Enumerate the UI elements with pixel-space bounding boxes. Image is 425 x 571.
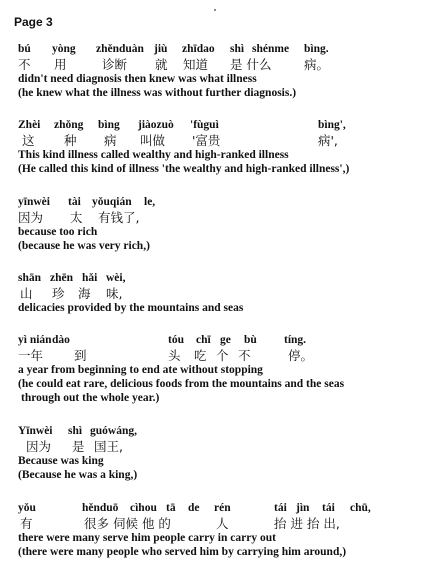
pinyin-word: Zhèi (18, 119, 41, 131)
pinyin-word: zhěnduàn (96, 43, 144, 55)
chinese-word: 诊断 (102, 57, 128, 72)
pinyin-word: yǒu (18, 502, 36, 514)
chinese-line (18, 439, 418, 454)
pinyin-word: cìhou (130, 502, 157, 514)
chinese-word: 是 (72, 439, 85, 454)
sentence-block-4 (18, 271, 418, 315)
chinese-word: 很多 伺候 他 的 (84, 516, 171, 531)
chinese-word: 不 (18, 57, 31, 72)
chinese-word: 人 (216, 516, 229, 531)
pinyin-word: 'fùguì (190, 119, 219, 131)
sentence-block-7 (18, 501, 418, 559)
chinese-word: 头 (168, 348, 181, 363)
english-gloss: This kind illness called wealthy and high-ranked illness (18, 149, 289, 161)
sentence-block-5 (18, 333, 418, 405)
chinese-word: 是 什么 (230, 57, 272, 72)
english-gloss: there were many serve him people carry in carry out (18, 532, 276, 544)
pinyin-line (18, 501, 418, 516)
pinyin-word: shì (230, 43, 245, 55)
translation: (he knew what the illness was without further diagnosis.) (18, 87, 297, 99)
chinese-word: 这 (22, 133, 35, 148)
pinyin-word: hěnduō (82, 502, 119, 514)
english-gloss: didn't need diagnosis then knew was what illness (18, 73, 257, 85)
chinese-word: 种 (64, 133, 77, 148)
pinyin-word: chī (196, 334, 211, 346)
pinyin-line (18, 118, 418, 133)
translation: (he could eat rare, delicious foods from the mountains and the seas (18, 378, 345, 390)
pinyin-word: le, (144, 196, 156, 208)
pinyin-word: ge (220, 334, 231, 346)
chinese-word: 病', (318, 133, 338, 148)
chinese-word: 病 (104, 133, 117, 148)
pinyin-line (18, 333, 418, 348)
english-gloss: delicacies provided by the mountains and seas (18, 302, 244, 314)
pinyin-word: bù (244, 334, 257, 346)
pinyin-word: tā (166, 502, 176, 514)
chinese-word: 有钱了, (98, 210, 140, 225)
pinyin-word: rén (214, 502, 231, 514)
chinese-word: 就 (155, 57, 168, 72)
chinese-word: 有 (20, 516, 33, 531)
english-gloss: Because was king (18, 455, 104, 467)
chinese-word: 停。 (288, 348, 314, 363)
pinyin-word: dào (52, 334, 70, 346)
chinese-word: 吃 (194, 348, 207, 363)
chinese-line (18, 133, 418, 148)
pinyin-word: tóu (168, 334, 184, 346)
pinyin-word: de (188, 502, 200, 514)
translation: (there were many people who served him by carrying him around,) (18, 546, 347, 558)
pinyin-word: guówáng, (90, 425, 137, 437)
sentence-block-2 (18, 118, 418, 176)
chinese-word: 一年 (18, 348, 44, 363)
translation: (He called this kind of illness 'the wealthy and high-ranked illness',) (18, 163, 350, 175)
chinese-word: 珍 (52, 286, 65, 301)
pinyin-word: zhīdao (182, 43, 215, 55)
pinyin-word: jiù (154, 43, 168, 55)
pinyin-word: hǎi (82, 272, 98, 284)
pinyin-word: chū, (350, 502, 371, 514)
pinyin-word: jiàozuò (138, 119, 174, 131)
pinyin-word: yǒuqián (92, 196, 132, 208)
chinese-word: 不 (238, 348, 251, 363)
chinese-word: 用 (54, 57, 67, 72)
pinyin-word: shénme (252, 43, 290, 55)
pinyin-line (18, 42, 418, 57)
chinese-line (18, 286, 418, 301)
pinyin-word: tái (322, 502, 335, 514)
chinese-word: 山 (20, 286, 33, 301)
pinyin-line (18, 195, 418, 210)
pinyin-word: yòng (52, 43, 76, 55)
sentence-block-3 (18, 195, 418, 253)
chinese-word: 因为 (26, 439, 52, 454)
chinese-word: 到 (74, 348, 87, 363)
chinese-word: 海 (78, 286, 91, 301)
chinese-word: 病。 (304, 57, 330, 72)
chinese-word: 太 (70, 210, 83, 225)
chinese-word: 抬 进 抬 出, (274, 516, 340, 531)
pinyin-word: yì nián (18, 334, 52, 346)
translation: (Because he was a king,) (18, 469, 138, 481)
chinese-word: 叫做 (140, 133, 166, 148)
pinyin-word: shān (18, 272, 42, 284)
pinyin-word: wèi, (106, 272, 126, 284)
chinese-word: 知道 (183, 57, 209, 72)
chinese-line (18, 348, 418, 363)
pinyin-word: tài (68, 196, 81, 208)
chinese-word: '富贵 (192, 133, 221, 148)
pinyin-line (18, 271, 418, 286)
stray-mark (214, 9, 216, 11)
pinyin-word: shì (68, 425, 83, 437)
pinyin-line (18, 424, 418, 439)
page-title: Page 3 (14, 15, 53, 29)
translation: (because he was very rich,) (18, 240, 150, 252)
pinyin-word: bìng (98, 119, 120, 131)
pinyin-word: bìng', (318, 119, 346, 131)
sentence-block-6 (18, 424, 418, 482)
chinese-word: 国王, (94, 439, 123, 454)
pinyin-word: Yīnwèi (18, 425, 53, 437)
sentence-block-1 (18, 42, 418, 100)
chinese-line (18, 210, 418, 225)
english-gloss: because too rich (18, 226, 98, 238)
chinese-line (18, 57, 418, 72)
pinyin-word: zhǒng (54, 119, 84, 131)
pinyin-word: bìng. (304, 43, 329, 55)
translation-continued: through out the whole year.) (21, 392, 160, 404)
pinyin-word: tíng. (284, 334, 307, 346)
pinyin-word: zhēn (50, 272, 73, 284)
pinyin-word: yīnwèi (18, 196, 50, 208)
pinyin-word: jìn (296, 502, 310, 514)
chinese-word: 味, (106, 286, 123, 301)
chinese-word: 个 (216, 348, 229, 363)
chinese-word: 因为 (18, 210, 44, 225)
pinyin-word: tái (274, 502, 287, 514)
pinyin-word: bú (18, 43, 31, 55)
english-gloss: a year from beginning to end ate without stopping (18, 364, 263, 376)
chinese-line (18, 516, 418, 531)
